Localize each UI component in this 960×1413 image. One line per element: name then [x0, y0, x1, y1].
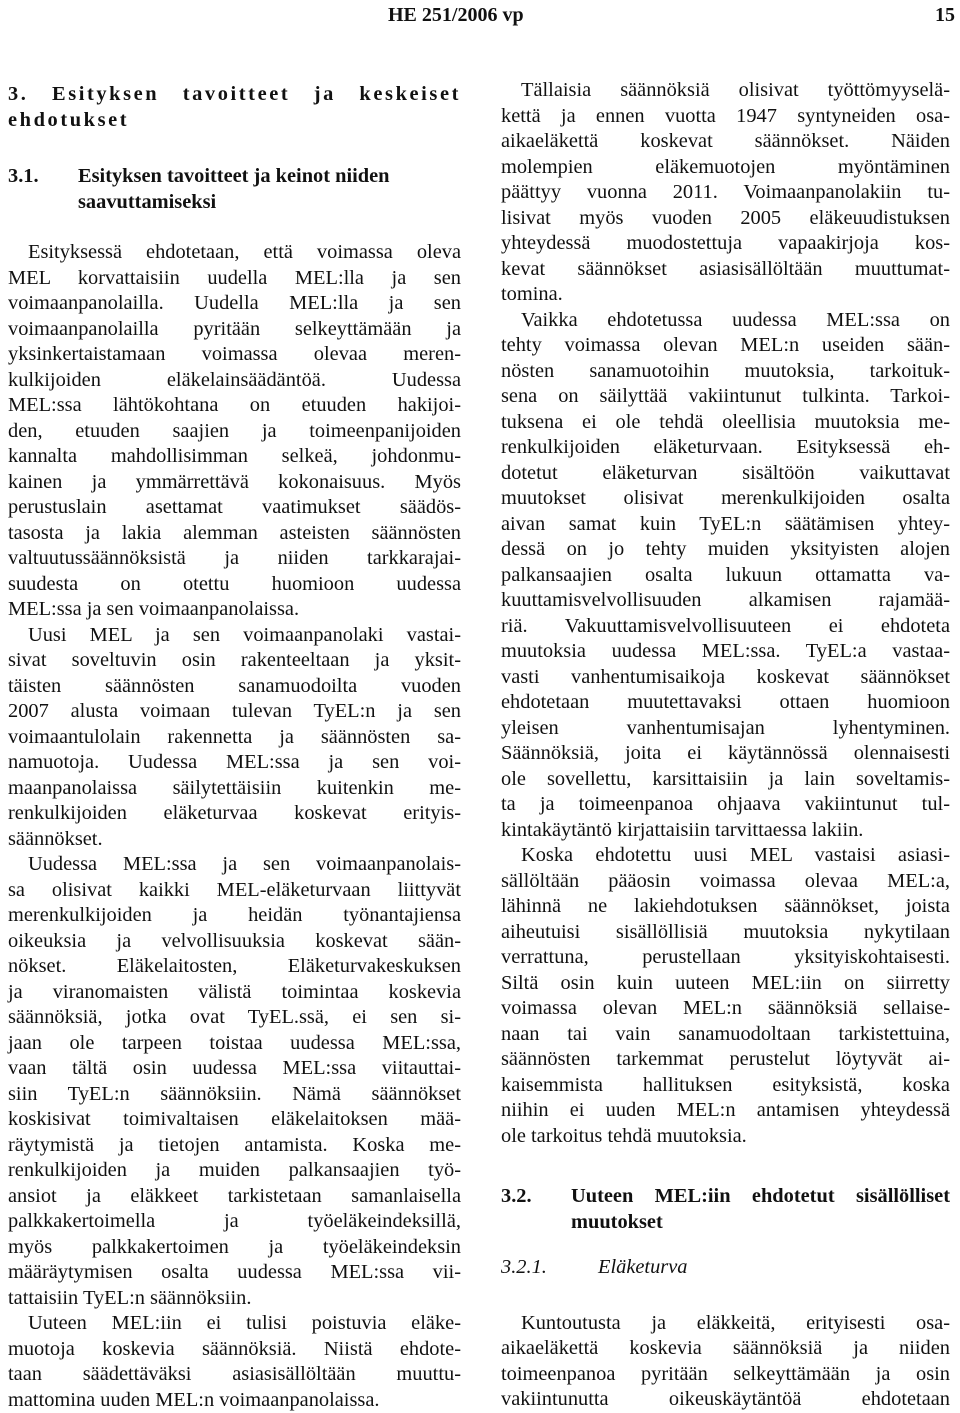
text-line: täisten säännösten sanamuodoilta vuoden [8, 674, 461, 700]
subsection-heading [8, 164, 461, 215]
text-line: säännösten tarkemmat perustelut löytyvät ai- [501, 1047, 950, 1073]
text-line: räytymistä ja tietojen antamista. Koska me- [8, 1133, 461, 1159]
text-line: ja viranomaisten välistä toimintaa koskevia [8, 980, 461, 1006]
text-line: myös palkkakertoimen ja työeläkeindeksin [8, 1235, 461, 1261]
text-line: renkulkijoiden eläketurvaa koskevat erityis- [8, 801, 461, 827]
text-line: kintakäytäntö kirjattaisiin tarvittaessa lakiin. [501, 818, 950, 844]
text-line: palkkakertoimella ja työeläkeindeksillä, [8, 1209, 461, 1235]
text-line: lisivat myös vuoden 2005 eläkeuudistuksen [501, 206, 950, 232]
text-line: vasti vanhentumisaikoja koskevat säännökset [501, 665, 950, 691]
subsection-number: 3.2. [501, 1184, 571, 1235]
text-line: kaisemmista hallituksen esityksistä, koska [501, 1073, 950, 1099]
text-line: den, etuuden saajien ja toimeenpanijoiden [8, 419, 461, 445]
text-line: renkulkijoiden eläketurvaan. Esityksessä eh- [501, 435, 950, 461]
text-line: valtuutussäännöksistä ja niiden tarkkarajai- [8, 546, 461, 572]
text-line: maanpanolaissa säilytettäisiin kuitenkin me- [8, 776, 461, 802]
heading-line: 3. Esityksen tavoitteet ja keskeiset [8, 82, 461, 108]
text-line: yhteydessä muodostettuja vapaakirjoja kos- [501, 231, 950, 257]
text-line: siin TyEL:n säännöksiin. Nämä säännökset [8, 1082, 461, 1108]
text-line: voimaanpanolailla pyritään selkeyttämään ja [8, 317, 461, 343]
text-line: säännökset. [8, 827, 461, 853]
text-line: Kuntoutusta ja eläkkeitä, erityisesti osa- [501, 1311, 950, 1337]
text-line: tattaisiin TyEL:n säännöksiin. [8, 1286, 461, 1312]
text-line: Koska ehdotettu uusi MEL vastaisi asiasi- [501, 843, 950, 869]
text-line: taan säädettäväksi asiasisällöltään muuttu- [8, 1362, 461, 1388]
paragraph [501, 308, 950, 844]
text-line: Tällaisia säännöksiä olisivat työttömyyselä- [501, 78, 950, 104]
text-line: aikaeläkettä koskevia säännöksiä ja niiden [501, 1336, 950, 1362]
text-line: määräytymisen osalta uudessa MEL:ssa vii- [8, 1260, 461, 1286]
text-line: sivat soveltuvin osin rakenteeltaan ja yksit- [8, 648, 461, 674]
text-line: kuuttamisvelvollisuuden alkamisen rajamää- [501, 588, 950, 614]
text-line: päättyy vuonna 2011. Voimaanpanolakiin tu- [501, 180, 950, 206]
text-line: kulkijoiden eläkelainsäädäntöä. Uudessa [8, 368, 461, 394]
text-line: ansiot ja eläkkeet tarkistetaan samanlaisella [8, 1184, 461, 1210]
text-line: riä. Vakuuttamisvelvollisuuteen ei ehdoteta [501, 614, 950, 640]
text-line: Uuteen MEL:iin ei tulisi poistuvia eläke- [8, 1311, 461, 1337]
paragraph [8, 852, 461, 1311]
text-line: nökset. Eläkelaitosten, Eläketurvakeskuksen [8, 954, 461, 980]
text-line: aikaeläkettä koskevat säännökset. Näiden [501, 129, 950, 155]
text-line: tasosta ja lakia alemman asteisten säännösten [8, 521, 461, 547]
paragraph [501, 78, 950, 308]
text-line: kainen ja ymmärrettävä kokonaisuus. Myös [8, 470, 461, 496]
subsubsection-heading [501, 1255, 950, 1281]
text-line: molempien eläkemuotojen myöntäminen [501, 155, 950, 181]
text-line: palkansaajien osalta lukuun ottamatta va- [501, 563, 950, 589]
text-line: MEL:ssa lähtökohtana on etuuden hakijoi- [8, 393, 461, 419]
text-line: aiheutuisi sisällöllisiä muutoksia nykytilaan [501, 920, 950, 946]
text-line: vakiintunutta oikeuskäytäntöä ehdotetaan [501, 1387, 950, 1413]
section-heading [8, 82, 461, 133]
text-line: kannalta mahdollisimman selkeä, johdonmu- [8, 444, 461, 470]
text-line: mattomina uuden MEL:n voimaanpanolaissa. [8, 1388, 461, 1413]
heading-line: muutokset [571, 1210, 950, 1236]
text-line: Esityksessä ehdotetaan, että voimassa oleva [8, 240, 461, 266]
text-line: Siltä osin kuin uuteen MEL:iin on siirretty [501, 971, 950, 997]
text-line: sa olisivat kaikki MEL-eläketurvaan liittyvät [8, 878, 461, 904]
text-line: Säännöksiä, joita ei käytännössä olennaisesti [501, 741, 950, 767]
text-line: merenkulkijoiden ja heidän työnantajiensa [8, 903, 461, 929]
subsubsection-title: Eläketurva [598, 1255, 687, 1281]
text-line: namuotoja. Uudessa MEL:ssa ja sen voi- [8, 750, 461, 776]
text-line: koskisivat toimivaltaisen eläkelaitoksen mää- [8, 1107, 461, 1133]
subsection-number: 3.1. [8, 164, 78, 215]
text-line: nösten sanamuotoihin muutoksia, tarkoituk- [501, 359, 950, 385]
text-line: voimassa olevan MEL:n säännöksiä sellaise- [501, 996, 950, 1022]
text-line: tehty voimassa olevan MEL:n useiden sään- [501, 333, 950, 359]
page-number: 15 [935, 4, 955, 27]
text-line: tomina. [501, 282, 950, 308]
text-line: tuksena ei ole tehdä oleellisia muutoksia me- [501, 410, 950, 436]
text-line: suudesta on otettu huomioon uudessa [8, 572, 461, 598]
heading-line: saavuttamiseksi [78, 190, 461, 216]
text-line: niihin ei uuden MEL:n antamisen yhteydessä [501, 1098, 950, 1124]
heading-line: Esityksen tavoitteet ja keinot niiden [78, 164, 461, 190]
left-column [8, 78, 461, 1413]
text-line: muutokset olisivat merenkulkijoiden osalta [501, 486, 950, 512]
text-line: kettä ja ennen vuotta 1947 syntyneiden osa- [501, 104, 950, 130]
paragraph [8, 240, 461, 623]
paragraph [8, 623, 461, 853]
text-line: renkulkijoiden ja muiden palkansaajien työ- [8, 1158, 461, 1184]
text-line: oikeuksia ja velvollisuuksia koskevat sään- [8, 929, 461, 955]
subsubsection-number: 3.2.1. [501, 1255, 598, 1281]
text-line: ole sovellettu, karsittaisiin ja lain soveltamis- [501, 767, 950, 793]
right-column [501, 78, 950, 1413]
text-line: perustuslain asettamat vaatimukset säädös- [8, 495, 461, 521]
text-line: ole tarkoitus tehdä muutoksia. [501, 1124, 950, 1150]
text-line: voimaantulolain rakennetta ja säännösten sa- [8, 725, 461, 751]
text-line: aivan samat kuin TyEL:n säätämisen yhtey- [501, 512, 950, 538]
text-line: verrattuna, perustellaan yksityiskohtaisesti. [501, 945, 950, 971]
text-line: Vaikka ehdotetussa uudessa MEL:ssa on [501, 308, 950, 334]
text-line: ehdotetaan muutettavaksi ottaen huomioon [501, 690, 950, 716]
text-line: 2007 alusta voimaan tulevan TyEL:n ja sen [8, 699, 461, 725]
heading-line: Uuteen MEL:iin ehdotetut sisällölliset [571, 1184, 950, 1210]
text-line: jaan ole tarpeen toistaa uudessa MEL:ssa, [8, 1031, 461, 1057]
text-line: Uudessa MEL:ssa ja sen voimaanpanolais- [8, 852, 461, 878]
paragraph [501, 1311, 950, 1413]
text-line: dotetut eläketurvan sisältöön vaikuttavat [501, 461, 950, 487]
paragraph [8, 1311, 461, 1413]
text-line: MEL korvattaisiin uudella MEL:lla ja sen [8, 266, 461, 292]
text-line: muotoja koskevia säännöksiä. Niistä ehdote- [8, 1337, 461, 1363]
text-line: muutoksia uudessa MEL:ssa. TyEL:a vastaa- [501, 639, 950, 665]
running-header [0, 4, 960, 28]
paragraph [501, 843, 950, 1149]
text-line: vaan tältä osin uudessa MEL:ssa viitauttai- [8, 1056, 461, 1082]
heading-line: ehdotukset [8, 108, 461, 134]
subsection-heading [501, 1184, 950, 1235]
text-line: sena on säilyttää vakiintunut tulkinta. Tarkoi- [501, 384, 950, 410]
text-line: naan tai vain sanamuodoltaan tarkistettuina, [501, 1022, 950, 1048]
text-line: kevat säännökset asiasisällöltään muuttumat- [501, 257, 950, 283]
text-line: toimeenpanoa pyritään selkeyttämään ja osin [501, 1362, 950, 1388]
text-line: lähinnä ne lakiehdotuksen säännökset, joista [501, 894, 950, 920]
text-line: dessä on jo tehty muiden yksityisten alojen [501, 537, 950, 563]
text-line: ta ja toimeenpanoa ohjaava vakiintunut tul- [501, 792, 950, 818]
text-line: Uusi MEL ja sen voimaanpanolaki vastai- [8, 623, 461, 649]
text-line: yleisen vanhentumisajan lyhentyminen. [501, 716, 950, 742]
text-line: säännöksiä, jotka ovat TyEL.ssä, ei sen si- [8, 1005, 461, 1031]
document-code: HE 251/2006 vp [388, 4, 524, 27]
text-line: MEL:ssa ja sen voimaanpanolaissa. [8, 597, 461, 623]
text-line: yksinkertaistamaan voimassa olevaa meren- [8, 342, 461, 368]
text-line: voimaanpanolailla. Uudella MEL:lla ja sen [8, 291, 461, 317]
text-line: sällöltään pääosin voimassa olevaa MEL:a, [501, 869, 950, 895]
